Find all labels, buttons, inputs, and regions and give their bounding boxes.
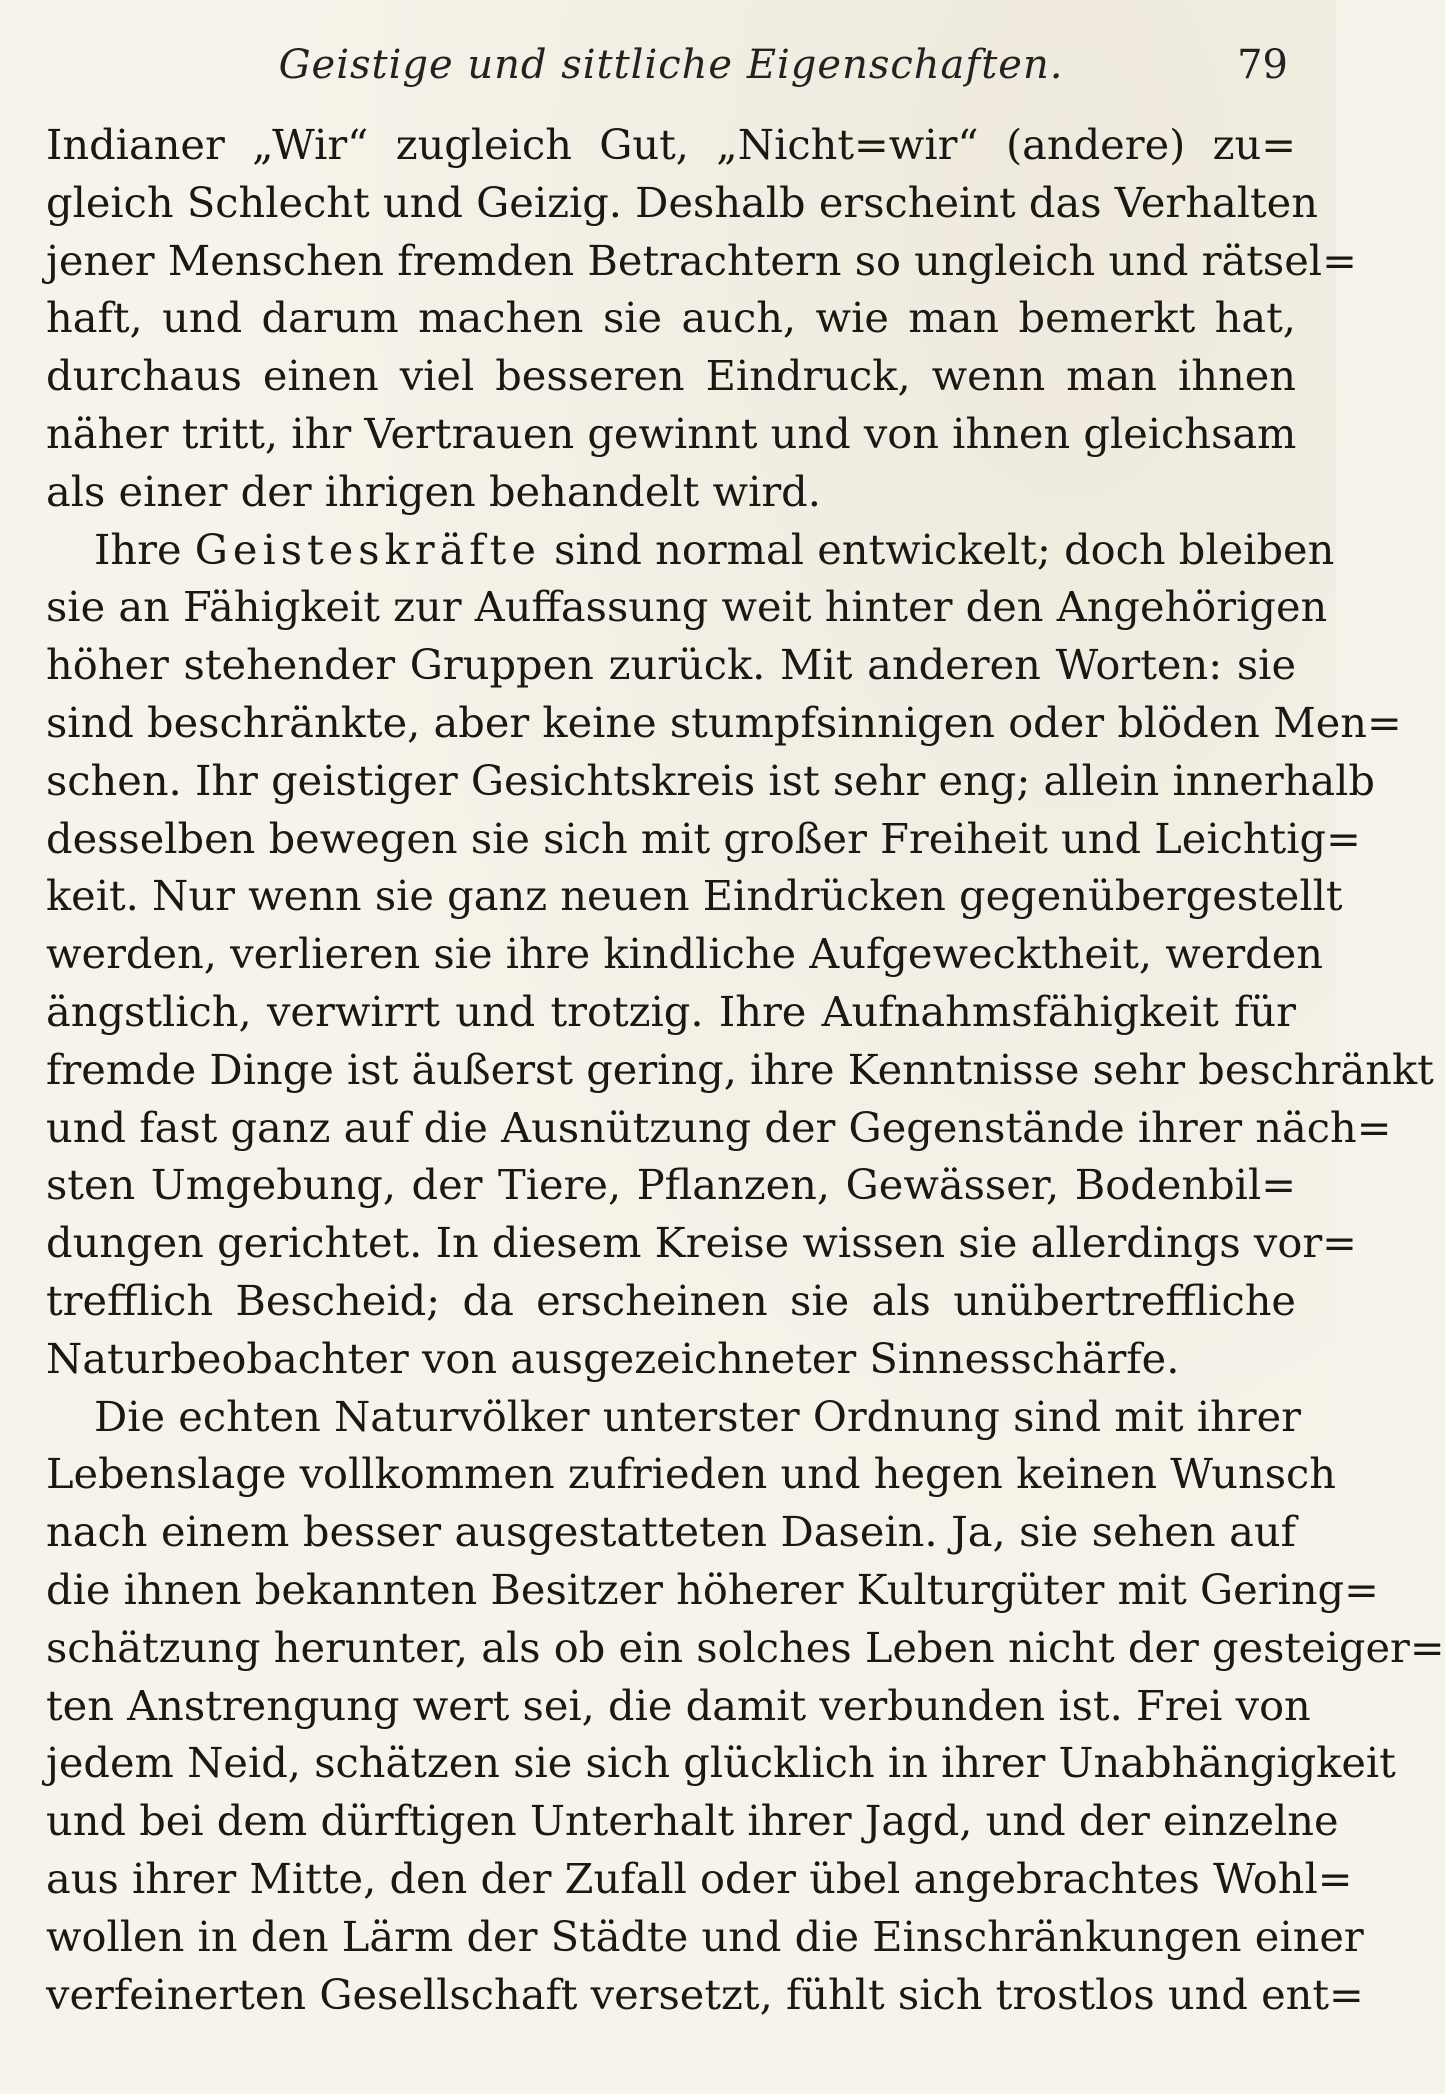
text-line: Lebenslage vollkommen zufrieden und hegen keinen Wunsch	[46, 1449, 1336, 1499]
text-line: sten Umgebung, der Tiere, Pflanzen, Gewässer, Bodenbil=	[46, 1160, 1296, 1210]
paragraph-1	[46, 116, 1357, 521]
text-line: sind beschränkte, aber keine stumpfsinnigen oder blöden Men=	[46, 697, 1402, 747]
text-line: fremde Dinge ist äußerst gering, ihre Kenntnisse sehr beschränkt	[46, 1044, 1434, 1094]
text-line: haft, und darum machen sie auch, wie man bemerkt hat,	[46, 293, 1296, 343]
text-line: verfeinerten Gesellschaft versetzt, fühlt sich trostlos und ent=	[46, 1969, 1364, 2019]
body-text	[46, 116, 1445, 2023]
text-line: die ihnen bekannten Besitzer höherer Kulturgüter mit Gering=	[46, 1564, 1379, 1614]
text-line: keit. Nur wenn sie ganz neuen Eindrücken gegenübergestellt	[46, 871, 1343, 921]
text-line: höher stehender Gruppen zurück. Mit anderen Worten: sie	[46, 640, 1296, 690]
running-header	[46, 42, 1296, 102]
text-line: schätzung herunter, als ob ein solches Leben nicht der gesteiger=	[46, 1622, 1445, 1672]
text-line: desselben bewegen sie sich mit großer Freiheit und Leichtig=	[46, 813, 1361, 863]
text-line: Indianer „Wir“ zugleich Gut, „Nicht=wir“ (andere) zu=	[46, 120, 1296, 169]
text-line: nach einem besser ausgestatteten Dasein. Ja, sie sehen auf	[46, 1507, 1296, 1557]
line-rest: sind normal entwickelt; doch bleiben	[554, 524, 1335, 574]
text-line: durchaus einen viel besseren Eindruck, wenn man ihnen	[46, 351, 1296, 401]
text-line-first	[46, 521, 1335, 579]
paragraph-3	[46, 1388, 1445, 2024]
paragraph-2	[46, 521, 1434, 1388]
running-title: Geistige und sittliche Eigenschaften.	[278, 42, 1064, 88]
text-line: trefflich Bescheid; da erscheinen sie als unübertreffliche	[46, 1275, 1296, 1325]
text-line: als einer der ihrigen behandelt wird.	[46, 466, 821, 516]
text-line: ängstlich, verwirrt und trotzig. Ihre Aufnahmsfähigkeit für	[46, 986, 1296, 1036]
text-line: näher tritt, ihr Vertrauen gewinnt und von ihnen gleichsam	[46, 408, 1297, 458]
text-line: jener Menschen fremden Betrachtern so ungleich und rätsel=	[46, 235, 1357, 285]
text-line: Die echten Naturvölker unterster Ordnung sind mit ihrer	[94, 1391, 1301, 1441]
emphasized-word: Geisteskräfte	[194, 524, 541, 574]
text-line: sie an Fähigkeit zur Auffassung weit hinter den Angehörigen	[46, 582, 1328, 632]
text-line: und fast ganz auf die Ausnützung der Gegenstände ihrer näch=	[46, 1102, 1392, 1152]
page-number: 79	[1237, 42, 1288, 88]
text-line: ten Anstrengung wert sei, die damit verbunden ist. Frei von	[46, 1680, 1311, 1730]
text-line: gleich Schlecht und Geizig. Deshalb erscheint das Verhalten	[46, 177, 1318, 227]
text-line: dungen gerichtet. In diesem Kreise wissen sie allerdings vor=	[46, 1218, 1357, 1268]
line-start-word: Ihre	[94, 524, 182, 574]
text-line: jedem Neid, schätzen sie sich glücklich in ihrer Unabhängigkeit	[46, 1738, 1396, 1788]
text-line: Naturbeobachter von ausgezeichneter Sinnesschärfe.	[46, 1333, 1180, 1383]
text-line: aus ihrer Mitte, den der Zufall oder übel angebrachtes Wohl=	[46, 1853, 1353, 1903]
text-line: wollen in den Lärm der Städte und die Einschränkungen einer	[46, 1911, 1364, 1961]
text-line: werden, verlieren sie ihre kindliche Aufgewecktheit, werden	[46, 929, 1324, 979]
text-line: und bei dem dürftigen Unterhalt ihrer Jagd, und der einzelne	[46, 1796, 1339, 1846]
text-line: schen. Ihr geistiger Gesichtskreis ist sehr eng; allein innerhalb	[46, 755, 1375, 805]
